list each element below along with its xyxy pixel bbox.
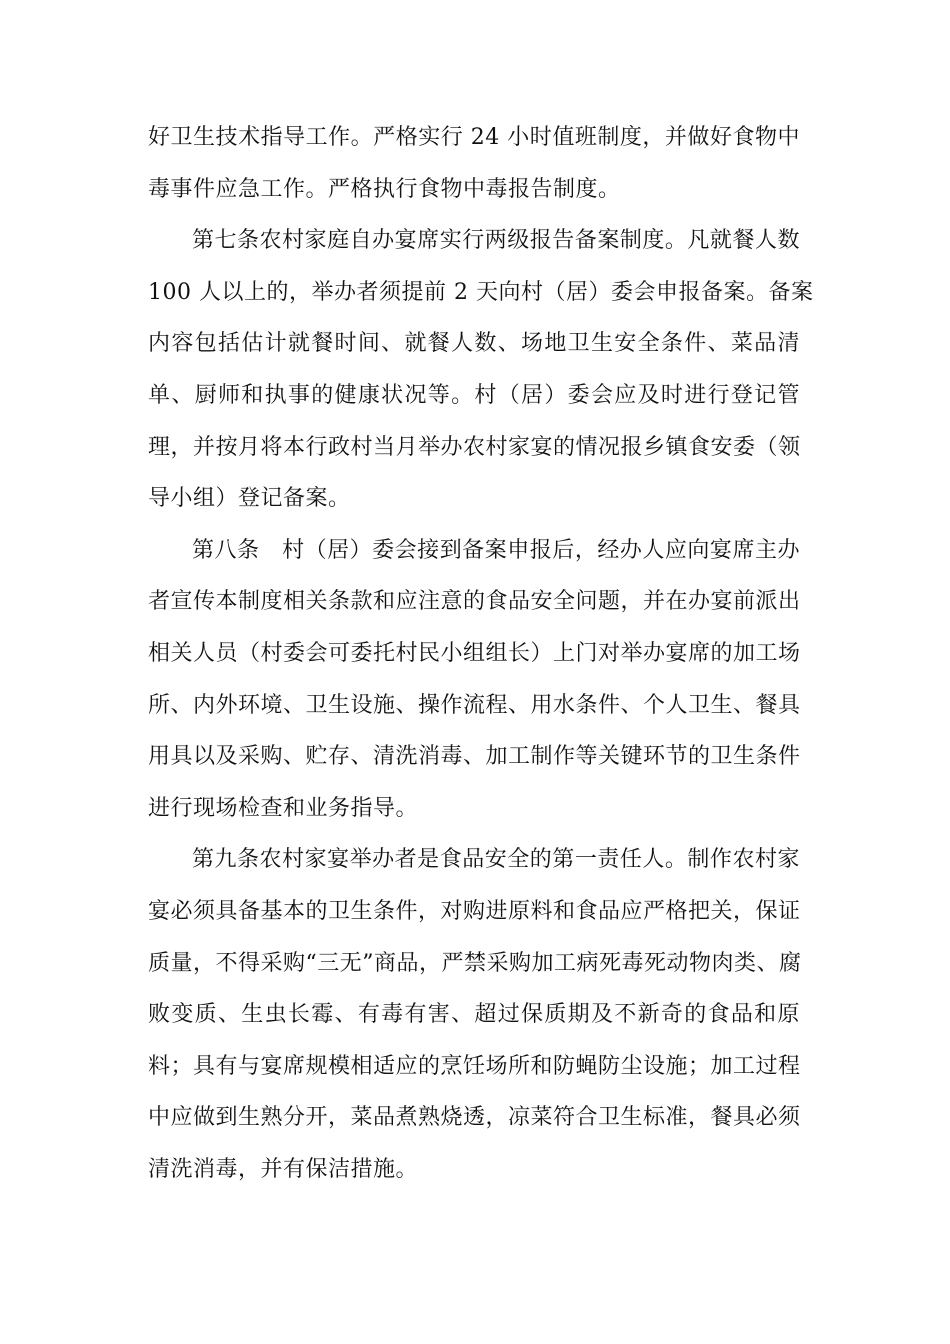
text-line: 料；具有与宴席规模相适应的烹饪场所和防蝇防尘设施；加工过程	[148, 1053, 801, 1079]
text-line: 所、内外环境、卫生设施、操作流程、用水条件、个人卫生、餐具	[148, 692, 801, 718]
text-line: 进行现场检查和业务指导。	[148, 795, 419, 821]
text-line: 用具以及采购、贮存、清洗消毒、加工制作等关键环节的卫生条件	[148, 744, 801, 770]
text-line: 毒事件应急工作。严格执行食物中毒报告制度。	[148, 176, 621, 202]
text-line: 理，并按月将本行政村当月举办农村家宴的情况报乡镇食安委（领	[148, 434, 801, 460]
text-line: 内容包括估计就餐时间、就餐人数、场地卫生安全条件、菜品清	[148, 331, 800, 357]
text-line: 者宣传本制度相关条款和应注意的食品安全问题，并在办宴前派出	[148, 589, 801, 615]
text-line: 第七条农村家庭自办宴席实行两级报告备案制度。凡就餐人数	[192, 228, 800, 254]
text-line: 中应做到生熟分开，菜品煮熟烧透，凉菜符合卫生标准，餐具必须	[148, 1105, 801, 1131]
text-line: 第八条 村（居）委会接到备案申报后，经办人应向宴席主办	[192, 537, 800, 563]
text-line: 清洗消毒，并有保洁措施。	[148, 1156, 419, 1182]
document-body	[148, 112, 814, 1195]
text-line: 质量，不得采购“三无”商品，严禁采购加工病死毒死动物肉类、腐	[148, 950, 802, 976]
text-line: 宴必须具备基本的卫生条件，对购进原料和食品应严格把关，保证	[148, 898, 801, 924]
text-line: 相关人员（村委会可委托村民小组组长）上门对举办宴席的加工场	[148, 640, 801, 666]
text-line: 导小组）登记备案。	[148, 486, 351, 512]
text-line: 第九条农村家宴举办者是食品安全的第一责任人。制作农村家	[192, 847, 800, 873]
text-line: 100 人以上的，举办者须提前 2 天向村（居）委会申报备案。备案	[148, 279, 814, 305]
text-line: 单、厨师和执事的健康状况等。村（居）委会应及时进行登记管	[148, 382, 800, 408]
text-line: 好卫生技术指导工作。严格实行 24 小时值班制度，并做好食物中	[148, 125, 800, 150]
text-line: 败变质、生虫长霉、有毒有害、超过保质期及不新奇的食品和原	[148, 1002, 800, 1028]
